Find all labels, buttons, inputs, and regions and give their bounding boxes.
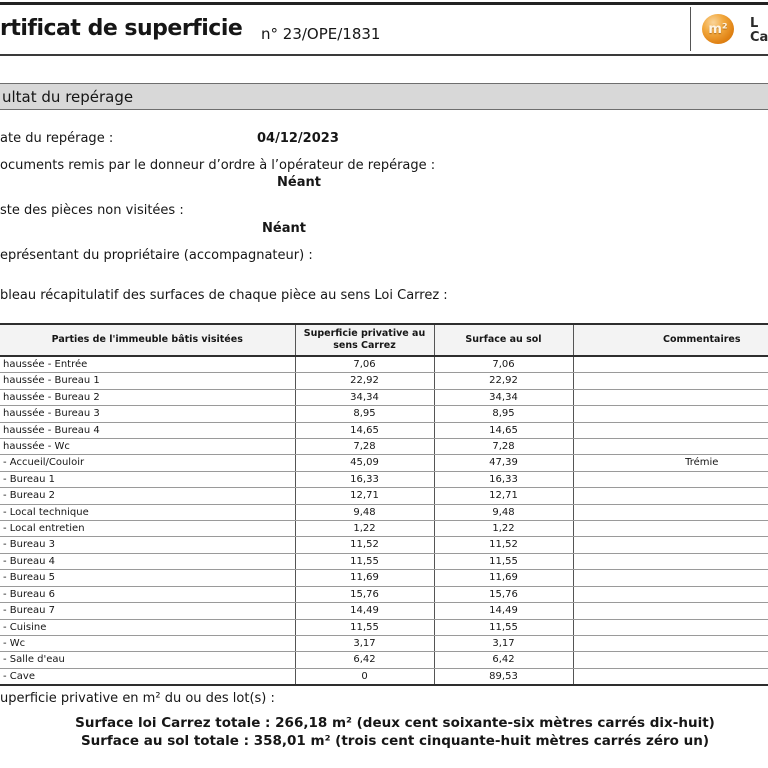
table-row — [0, 455, 768, 471]
table-cell: haussée - Bureau 3 — [0, 406, 295, 422]
m2-logo-label: m² — [708, 21, 728, 37]
superficie-lots-label: uperficie privative en m² du ou des lot(s) : — [0, 691, 275, 706]
column-header-superficie-carrez: Superficie privative au sens Carrez — [295, 324, 434, 356]
table-cell — [573, 521, 768, 537]
column-header-parties: Parties de l'immeuble bâtis visitées — [0, 324, 295, 356]
table-cell: 11,55 — [295, 553, 434, 569]
table-row — [0, 521, 768, 537]
table-cell: - Wc — [0, 635, 295, 651]
table-cell: 14,65 — [295, 422, 434, 438]
table-cell: 14,49 — [295, 603, 434, 619]
table-row — [0, 586, 768, 602]
table-cell — [573, 537, 768, 553]
table-row — [0, 570, 768, 586]
table-cell: - Salle d'eau — [0, 652, 295, 668]
document-number: n° 23/OPE/1831 — [261, 25, 381, 43]
table-row — [0, 652, 768, 668]
table-cell — [573, 570, 768, 586]
table-row — [0, 553, 768, 569]
header-divider — [690, 7, 691, 51]
table-cell: 7,06 — [295, 356, 434, 373]
table-cell — [573, 356, 768, 373]
totals-block — [0, 714, 768, 750]
table-intro-label: bleau récapitulatif des surfaces de chaque pièce au sens Loi Carrez : — [0, 288, 448, 303]
table-cell: - Local technique — [0, 504, 295, 520]
date-reperage-label: ate du repérage : — [0, 131, 114, 146]
table-cell: 16,33 — [295, 471, 434, 487]
table-cell: haussée - Entrée — [0, 356, 295, 373]
documents-value: Néant — [277, 175, 321, 190]
table-row — [0, 439, 768, 455]
table-cell: 14,49 — [434, 603, 573, 619]
table-cell: 6,42 — [295, 652, 434, 668]
table-cell: 89,53 — [434, 668, 573, 685]
table-cell: - Bureau 4 — [0, 553, 295, 569]
pieces-non-visitees-value: Néant — [262, 221, 306, 236]
table-cell: 11,55 — [434, 619, 573, 635]
table-cell: 22,92 — [295, 373, 434, 389]
table-row — [0, 537, 768, 553]
table-cell: haussée - Wc — [0, 439, 295, 455]
total-loi-carrez: Surface loi Carrez totale : 266,18 m² (deux cent soixante-six mètres carrés dix-huit) — [75, 715, 715, 731]
table-cell: 11,52 — [295, 537, 434, 553]
table-cell: 1,22 — [434, 521, 573, 537]
pieces-non-visitees-label: ste des pièces non visitées : — [0, 203, 184, 218]
document-title: rtificat de superficie — [0, 16, 243, 41]
table-row — [0, 373, 768, 389]
table-cell: - Bureau 5 — [0, 570, 295, 586]
table-cell — [573, 652, 768, 668]
table-cell — [573, 439, 768, 455]
table-cell: 12,71 — [434, 488, 573, 504]
table-cell: 8,95 — [295, 406, 434, 422]
table-cell — [573, 635, 768, 651]
table-row — [0, 488, 768, 504]
table-cell: 6,42 — [434, 652, 573, 668]
table-cell: 11,69 — [434, 570, 573, 586]
column-header-commentaires: Commentaires — [573, 324, 768, 356]
table-cell — [573, 553, 768, 569]
table-cell — [573, 471, 768, 487]
date-reperage-value: 04/12/2023 — [257, 131, 339, 146]
table-cell: 14,65 — [434, 422, 573, 438]
table-cell: 9,48 — [434, 504, 573, 520]
table-cell: 45,09 — [295, 455, 434, 471]
table-cell: 0 — [295, 668, 434, 685]
column-header-surface-sol: Surface au sol — [434, 324, 573, 356]
table-cell: 11,55 — [434, 553, 573, 569]
table-cell — [573, 373, 768, 389]
table-row — [0, 422, 768, 438]
table-cell: - Bureau 7 — [0, 603, 295, 619]
surfaces-table-container — [0, 323, 768, 686]
table-cell: 34,34 — [295, 389, 434, 405]
table-cell — [573, 586, 768, 602]
table-cell: 15,76 — [434, 586, 573, 602]
surfaces-table — [0, 323, 768, 686]
table-cell: 11,69 — [295, 570, 434, 586]
table-cell: haussée - Bureau 2 — [0, 389, 295, 405]
table-row — [0, 619, 768, 635]
documents-label: ocuments remis par le donneur d’ordre à l’opérateur de repérage : — [0, 158, 436, 173]
total-surface-sol: Surface au sol totale : 358,01 m² (trois cent cinquante-huit mètres carrés zéro un) — [80, 733, 710, 749]
table-cell: - Bureau 1 — [0, 471, 295, 487]
table-cell — [573, 603, 768, 619]
table-row — [0, 471, 768, 487]
table-cell: haussée - Bureau 4 — [0, 422, 295, 438]
table-row — [0, 389, 768, 405]
table-cell: - Cuisine — [0, 619, 295, 635]
table-cell — [573, 619, 768, 635]
table-row — [0, 406, 768, 422]
table-header-row — [0, 324, 768, 356]
section-header-label: ultat du repérage — [2, 87, 134, 106]
m2-sphere-logo-icon — [702, 14, 734, 44]
document-header — [0, 2, 768, 56]
table-cell: 16,33 — [434, 471, 573, 487]
table-cell — [573, 504, 768, 520]
section-header-bar — [0, 83, 768, 110]
table-cell: 8,95 — [434, 406, 573, 422]
table-row — [0, 635, 768, 651]
table-cell — [573, 422, 768, 438]
table-cell: - Bureau 3 — [0, 537, 295, 553]
table-cell: 11,52 — [434, 537, 573, 553]
table-cell: 34,34 — [434, 389, 573, 405]
table-cell — [573, 406, 768, 422]
table-cell: haussée - Bureau 1 — [0, 373, 295, 389]
table-row — [0, 668, 768, 685]
logo-text-line1: L — [750, 16, 759, 31]
table-cell: - Accueil/Couloir — [0, 455, 295, 471]
table-cell: 47,39 — [434, 455, 573, 471]
table-row — [0, 504, 768, 520]
table-cell: 11,55 — [295, 619, 434, 635]
table-cell: - Bureau 6 — [0, 586, 295, 602]
table-cell: 15,76 — [295, 586, 434, 602]
table-cell: 7,06 — [434, 356, 573, 373]
table-cell: 7,28 — [295, 439, 434, 455]
logo-text — [750, 17, 768, 45]
table-cell: 7,28 — [434, 439, 573, 455]
table-row — [0, 356, 768, 373]
table-cell: 22,92 — [434, 373, 573, 389]
table-cell: - Local entretien — [0, 521, 295, 537]
table-cell: Trémie — [573, 455, 768, 471]
table-cell — [573, 668, 768, 685]
representant-label: eprésentant du propriétaire (accompagnateur) : — [0, 248, 313, 263]
table-cell: 12,71 — [295, 488, 434, 504]
table-cell: 9,48 — [295, 504, 434, 520]
table-cell: 1,22 — [295, 521, 434, 537]
table-cell: 3,17 — [434, 635, 573, 651]
table-cell: 3,17 — [295, 635, 434, 651]
table-row — [0, 603, 768, 619]
table-cell — [573, 488, 768, 504]
logo-text-line2: Ca — [750, 30, 768, 45]
table-cell: - Bureau 2 — [0, 488, 295, 504]
table-cell: - Cave — [0, 668, 295, 685]
table-cell — [573, 389, 768, 405]
